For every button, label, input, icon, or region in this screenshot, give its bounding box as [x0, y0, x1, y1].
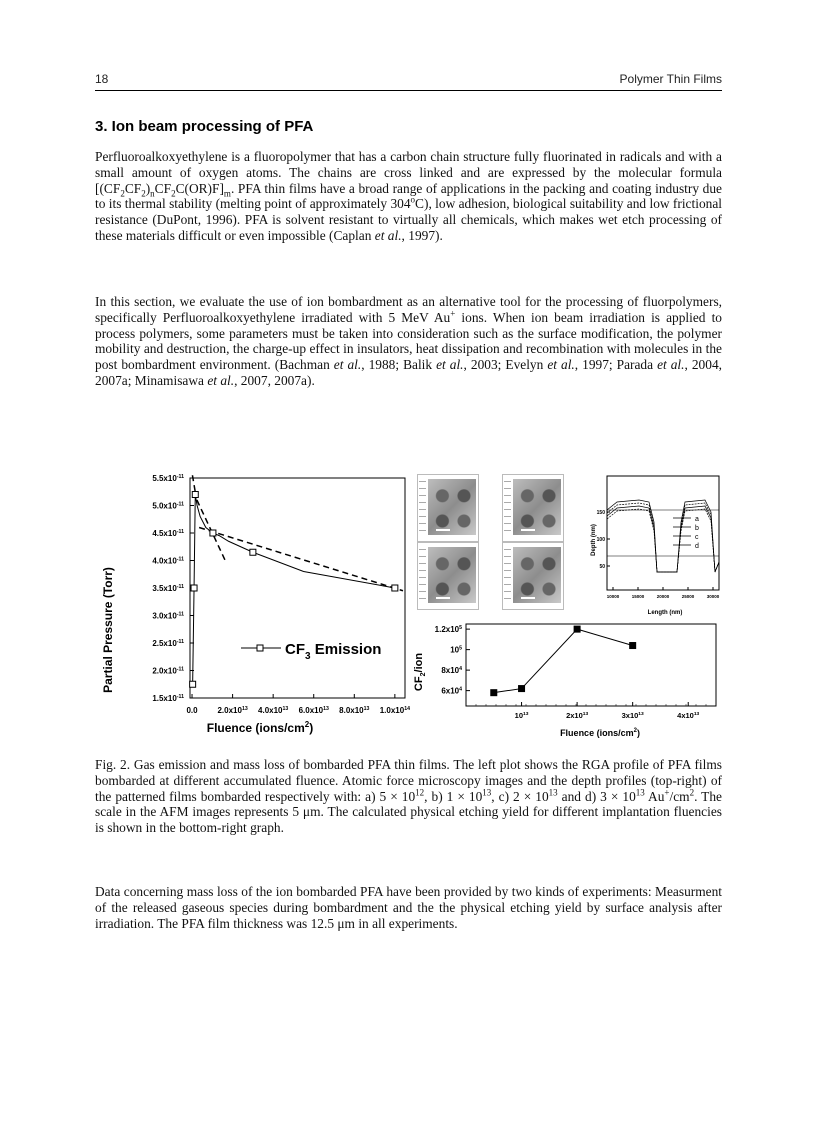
depth-x-axis-label: Length (nm)	[647, 610, 683, 616]
rga-y-tick-label: $4.0x10^{-11}$	[152, 556, 184, 566]
rga-x-tick-label: $6.0x10^{13}$	[298, 705, 329, 715]
depth-series-line	[607, 509, 719, 572]
etching-yield-chart	[410, 620, 722, 750]
yield-y-tick-label: $10^5$	[450, 645, 462, 655]
rga-data-point	[250, 549, 256, 555]
depth-x-tick-label: 30000	[706, 594, 720, 599]
yield-x-tick-label: $3x10^{13}$	[621, 711, 644, 720]
depth-series-line	[607, 500, 719, 572]
rga-x-tick-label: 0.0	[186, 706, 198, 715]
page-header	[95, 72, 722, 91]
afm-image-b	[502, 474, 564, 542]
afm-image-a	[417, 474, 479, 542]
depth-series-line	[607, 506, 719, 572]
rga-data-point	[210, 530, 216, 536]
depth-x-tick-label: 10000	[606, 594, 620, 599]
afm-image-c	[417, 542, 479, 610]
rga-y-tick-label: $3.0x10^{-11}$	[152, 611, 184, 621]
rga-legend-label: $CF_3$ Emission	[285, 641, 382, 662]
rga-data-point	[191, 585, 197, 591]
depth-legend-label: b	[695, 525, 699, 532]
yield-y-tick-label: $6x10^4$	[441, 686, 462, 696]
yield-y-tick-label: $8x10^4$	[441, 665, 462, 676]
rga-y-tick-label: $5.5x10^{-11}$	[152, 473, 184, 483]
paragraph-1: Perfluoroalkoxyethylene is a fluoropolymer that has a carbon chain structure fully fluorinated in radicals and with a small amount of oxygen atoms. The chains are cross linked and are expressed by the molecular formula $[(CF_2CF_2)_nCF_2C(OR)F]_m$. PFA thin films have a broad range of applications in the packing and coating industry due to its thermal stability (melting point of approximately 304$^o$C), low adhesion, biological suitability and low frictional resistance (DuPont, 1996). PFA is solvent resistant to virtually all chemicals, which makes wet etch processing of these materials difficult or even impossible (Caplan et al., 1997).	[95, 149, 722, 243]
depth-x-tick-label: 20000	[656, 594, 670, 599]
depth-legend-label: c	[695, 534, 699, 541]
rga-y-tick-label: $1.5x10^{-11}$	[152, 693, 184, 703]
yield-x-tick-label: $2x10^{13}$	[566, 711, 589, 720]
rga-y-tick-label: $4.5x10^{-11}$	[152, 528, 184, 538]
depth-y-tick-label: 100	[596, 537, 605, 543]
rga-data-point	[192, 492, 198, 498]
yield-data-point	[629, 642, 636, 649]
figure-caption: Fig. 2. Gas emission and mass loss of bombarded PFA thin films. The left plot shows the RGA profile of PFA films bombarded at different accumulated fluence. Atomic force microscopy images and the depth profiles (top-right) of the patterned films bombarded respectively with: a) $5 \times 10^{12}$, b) $1 \times 10^{13}$, c) $2 \times 10^{13}$ and d) $3 \times 10^{13}$ $Au^+/cm^2$. The scale in the AFM images represents 5 μm. The calculated physical etching yield for different implantation fluencies is shown in the bottom-right graph.	[95, 757, 722, 836]
depth-frame	[607, 476, 719, 590]
rga-y-axis-label: Partial Pressure (Torr)	[101, 567, 115, 693]
figure-2	[95, 470, 722, 750]
yield-series-line	[494, 629, 633, 693]
depth-profile-chart	[585, 470, 723, 618]
page-number: 18	[95, 72, 109, 86]
rga-fit-line	[199, 528, 403, 591]
rga-y-tick-label: $2.5x10^{-11}$	[152, 638, 184, 648]
paragraph-3: Data concerning mass loss of the ion bombarded PFA have been provided by two kinds of experiments: Measurment of the released gaseous species during bombardment and the the physical etching yield by surface analysis after irradiation. The PFA film thickness was 12.5 μm in all experiments.	[95, 884, 722, 931]
section-title: 3. Ion beam processing of PFA	[95, 118, 314, 135]
rga-y-tick-label: $5.0x10^{-11}$	[152, 501, 184, 511]
depth-series-line	[607, 503, 719, 572]
depth-legend-label: d	[695, 543, 699, 550]
yield-x-tick-label: $10^{13}$	[514, 711, 529, 720]
rga-x-tick-label: $4.0x10^{13}$	[258, 705, 289, 715]
rga-chart	[95, 470, 410, 750]
rga-x-tick-label: $1.0x10^{14}$	[379, 705, 410, 715]
depth-legend-label: a	[695, 516, 699, 523]
depth-y-tick-label: 150	[596, 510, 605, 516]
rga-data-point	[190, 681, 196, 687]
yield-y-tick-label: $1.2x10^5$	[434, 624, 462, 635]
yield-y-axis-label: $CF_2$/ion	[413, 652, 427, 692]
depth-y-tick-label: 50	[599, 564, 605, 570]
rga-frame	[190, 478, 405, 698]
yield-data-point	[490, 689, 497, 696]
running-title: Polymer Thin Films	[619, 72, 722, 86]
rga-x-axis-label: Fluence $(ions/cm^2)$	[206, 720, 314, 735]
rga-x-tick-label: $2.0x10^{13}$	[217, 705, 248, 715]
depth-x-tick-label: 15000	[631, 594, 645, 599]
yield-data-point	[574, 626, 581, 633]
rga-y-tick-label: $2.0x10^{-11}$	[152, 666, 184, 676]
depth-x-tick-label: 25000	[681, 594, 695, 599]
rga-x-tick-label: $8.0x10^{13}$	[339, 705, 370, 715]
yield-x-tick-label: $4x10^{13}$	[677, 711, 700, 720]
rga-y-tick-label: $3.5x10^{-11}$	[152, 583, 184, 593]
rga-data-point	[392, 585, 398, 591]
yield-x-axis-label: Fluence $(ions/cm^2)$	[560, 728, 640, 738]
rga-legend	[241, 641, 381, 662]
yield-data-point	[518, 685, 525, 692]
yield-frame	[466, 624, 716, 706]
afm-image-d	[502, 542, 564, 610]
depth-y-axis-label: Depth (nm)	[591, 524, 597, 556]
paragraph-2: In this section, we evaluate the use of ion bombardment as an alternative tool for the processing of fluorpolymers, specifically Perfluoroalkoxyethylene irradiated with 5 MeV Au+ ions. When ion beam irradiation is applied to process polymers, some parameters must be taken into consideration such as the surface modification, the polymer mobility and destruction, the charge-up effect in insulators, heat dissipation and recombination with molecules in the post bombardment environment. (Bachman et al., 1988; Balik et al., 2003; Evelyn et al., 1997; Parada et al., 2004, 2007a; Minamisawa et al., 2007, 2007a).	[95, 294, 722, 388]
